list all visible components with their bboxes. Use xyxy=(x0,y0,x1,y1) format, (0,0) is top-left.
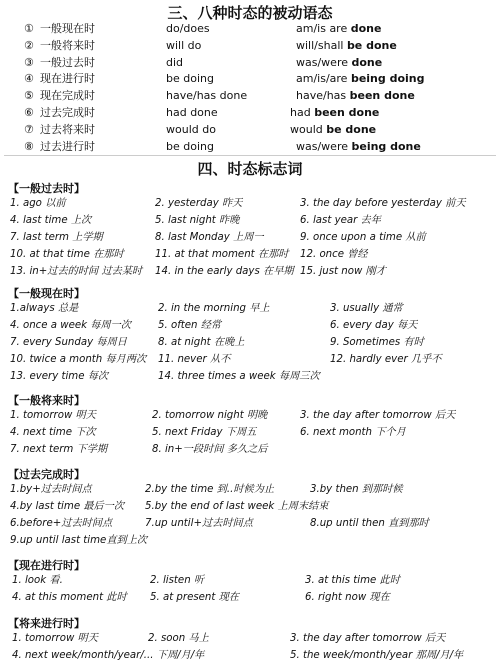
marker-line xyxy=(0,516,500,531)
marker-line xyxy=(0,482,500,497)
marker-line xyxy=(0,631,500,646)
group-header: 【过去完成时】 xyxy=(8,468,85,481)
passive-bold: been done xyxy=(314,106,380,119)
passive-prefix: will/shall xyxy=(296,38,347,52)
marker-item: 2.by the time 到..时候为止 xyxy=(145,484,275,495)
marker-item: 5. at present 现在 xyxy=(150,592,239,603)
marker-item: 4. next week/month/year/... 下周/月/年 xyxy=(12,650,205,661)
marker-item: 8. in+一段时间 多久之后 xyxy=(152,444,268,455)
marker-line xyxy=(0,408,500,423)
marker-line xyxy=(0,318,500,333)
active-form: be doing xyxy=(166,72,214,86)
marker-item: 8.up until then 直到那时 xyxy=(310,518,429,529)
marker-line xyxy=(0,648,500,663)
marker-item: 2. tomorrow night 明晚 xyxy=(152,410,268,421)
passive-form xyxy=(290,104,379,121)
passive-bold: be done xyxy=(326,122,377,136)
marker-line xyxy=(0,425,500,440)
tense-name: 一般将来时 xyxy=(40,38,95,52)
marker-line xyxy=(0,573,500,588)
marker-item: 1. ago 以前 xyxy=(10,198,66,209)
marker-line xyxy=(0,196,500,211)
active-form: have/has done xyxy=(166,89,248,103)
marker-item: 2. listen 听 xyxy=(150,575,205,586)
marker-item: 10. twice a month 每月两次 xyxy=(10,354,147,365)
passive-row xyxy=(0,70,500,87)
row-number: ⑤ xyxy=(24,89,34,103)
passive-row xyxy=(0,87,500,104)
active-form: be doing xyxy=(166,139,214,153)
passive-prefix: am/is are xyxy=(296,22,351,35)
marker-line xyxy=(0,533,500,548)
marker-line xyxy=(0,499,500,514)
group-header: 【将来进行时】 xyxy=(8,617,85,630)
marker-item: 14. in the early days 在早期 xyxy=(155,266,294,277)
marker-item: 7. last term 上学期 xyxy=(10,232,103,243)
marker-line xyxy=(0,247,500,262)
active-form: did xyxy=(166,55,184,69)
marker-line xyxy=(0,590,500,605)
marker-line xyxy=(0,335,500,350)
marker-item: 6. every day 每天 xyxy=(330,320,418,331)
marker-item: 1. tomorrow 明天 xyxy=(10,410,96,421)
passive-row xyxy=(0,104,500,121)
passive-prefix: would xyxy=(290,122,327,136)
marker-line xyxy=(0,301,500,316)
active-form: had done xyxy=(166,106,218,119)
marker-item: 5.by the end of last week 上周末结束 xyxy=(145,501,329,512)
row-number: ③ xyxy=(24,55,34,69)
marker-item: 6. right now 现在 xyxy=(305,592,390,603)
tense-name: 过去完成时 xyxy=(40,106,95,119)
marker-item: 9. once upon a time 从前 xyxy=(300,232,426,243)
marker-item: 6. last year 去年 xyxy=(300,215,381,226)
marker-item: 14. three times a week 每周三次 xyxy=(158,371,320,382)
row-number: ⑦ xyxy=(24,122,34,136)
section2-title: 四、时态标志词 xyxy=(197,160,303,178)
marker-line xyxy=(0,213,500,228)
passive-form xyxy=(290,121,376,138)
passive-form xyxy=(296,54,382,71)
row-number: ④ xyxy=(24,72,34,86)
marker-item: 1.always 总是 xyxy=(10,303,79,314)
marker-item: 3. the day before yesterday 前天 xyxy=(300,198,466,209)
marker-item: 8. at night 在晚上 xyxy=(158,337,245,348)
passive-prefix: was/were xyxy=(296,139,352,153)
marker-item: 10. at that time 在那时 xyxy=(10,249,124,260)
tense-name: 过去进行时 xyxy=(40,139,95,153)
passive-row xyxy=(0,138,500,155)
passive-row xyxy=(0,20,500,37)
marker-line xyxy=(0,369,500,384)
row-number: ⑧ xyxy=(24,139,34,153)
tense-name: 过去将来时 xyxy=(40,122,95,136)
marker-item: 7.up until+过去时间点 xyxy=(145,518,253,529)
marker-item: 5. last night 昨晚 xyxy=(155,215,240,226)
passive-form xyxy=(296,138,421,155)
passive-prefix: had xyxy=(290,106,315,119)
marker-line xyxy=(0,442,500,457)
tense-name: 现在进行时 xyxy=(40,72,95,86)
marker-item: 9.up until last time直到上次 xyxy=(10,535,148,546)
marker-item: 3.by then 到那时候 xyxy=(310,484,403,495)
group-header: 【现在进行时】 xyxy=(8,559,85,572)
section1-title: 三、八种时态的被动语态 xyxy=(167,4,333,22)
group-header: 【一般将来时】 xyxy=(8,394,85,407)
marker-item: 7. next term 下学期 xyxy=(10,444,108,455)
tense-name: 一般过去时 xyxy=(40,55,95,69)
active-form: will do xyxy=(166,38,202,52)
passive-form xyxy=(296,20,381,37)
marker-item: 13. in+过去的时间 过去某时 xyxy=(10,266,143,277)
passive-row xyxy=(0,54,500,71)
marker-item: 13. every time 每次 xyxy=(10,371,109,382)
marker-item: 12. hardly ever 几乎不 xyxy=(330,354,442,365)
passive-bold: been done xyxy=(349,89,415,103)
row-number: ⑥ xyxy=(24,106,34,119)
marker-line xyxy=(0,264,500,279)
marker-line xyxy=(0,352,500,367)
row-number: ① xyxy=(24,22,34,35)
passive-form xyxy=(296,70,425,87)
passive-prefix: was/were xyxy=(296,55,352,69)
passive-row xyxy=(0,37,500,54)
passive-form xyxy=(296,37,397,54)
passive-bold: done xyxy=(350,22,382,35)
active-form: do/does xyxy=(166,22,210,35)
marker-item: 11. at that moment 在那时 xyxy=(155,249,289,260)
marker-item: 12. once 曾经 xyxy=(300,249,368,260)
marker-item: 5. the week/month/year 那周/月/年 xyxy=(290,650,464,661)
marker-item: 2. in the morning 早上 xyxy=(158,303,270,314)
tense-name: 一般现在时 xyxy=(40,22,95,35)
passive-bold: be done xyxy=(346,38,397,52)
passive-bold: being doing xyxy=(350,72,425,86)
active-form: would do xyxy=(166,122,216,136)
marker-item: 2. soon 马上 xyxy=(148,633,209,644)
passive-bold: being done xyxy=(351,139,421,153)
passive-row xyxy=(0,121,500,138)
marker-item: 1. tomorrow 明天 xyxy=(12,633,98,644)
marker-item: 6. next month 下个月 xyxy=(300,427,406,438)
marker-item: 15. just now 刚才 xyxy=(300,266,386,277)
marker-item: 4. at this moment 此时 xyxy=(12,592,127,603)
marker-item: 11. never 从不 xyxy=(158,354,231,365)
marker-item: 3. the day after tomorrow 后天 xyxy=(300,410,456,421)
marker-item: 4.by last time 最后一次 xyxy=(10,501,125,512)
divider xyxy=(4,155,496,156)
marker-item: 5. next Friday 下周五 xyxy=(152,427,257,438)
passive-form xyxy=(296,87,415,104)
marker-item: 5. often 经常 xyxy=(158,320,222,331)
marker-item: 7. every Sunday 每周日 xyxy=(10,337,127,348)
marker-item: 3. at this time 此时 xyxy=(305,575,400,586)
marker-item: 4. once a week 每周一次 xyxy=(10,320,131,331)
passive-prefix: am/is/are xyxy=(296,72,351,86)
group-header: 【一般现在时】 xyxy=(8,287,85,300)
marker-item: 3. usually 通常 xyxy=(330,303,403,314)
marker-item: 9. Sometimes 有时 xyxy=(330,337,424,348)
marker-item: 1. look 看. xyxy=(12,575,63,586)
marker-item: 8. last Monday 上周一 xyxy=(155,232,264,243)
marker-item: 6.before+过去时间点 xyxy=(10,518,113,529)
passive-bold: done xyxy=(351,55,383,69)
row-number: ② xyxy=(24,38,34,52)
marker-item: 3. the day after tomorrow 后天 xyxy=(290,633,446,644)
marker-line xyxy=(0,230,500,245)
marker-item: 2. yesterday 昨天 xyxy=(155,198,243,209)
group-header: 【一般过去时】 xyxy=(8,182,85,195)
marker-item: 1.by+过去时间点 xyxy=(10,484,92,495)
passive-prefix: have/has xyxy=(296,89,350,103)
tense-name: 现在完成时 xyxy=(40,89,95,103)
marker-item: 4. next time 下次 xyxy=(10,427,96,438)
marker-item: 4. last time 上次 xyxy=(10,215,92,226)
